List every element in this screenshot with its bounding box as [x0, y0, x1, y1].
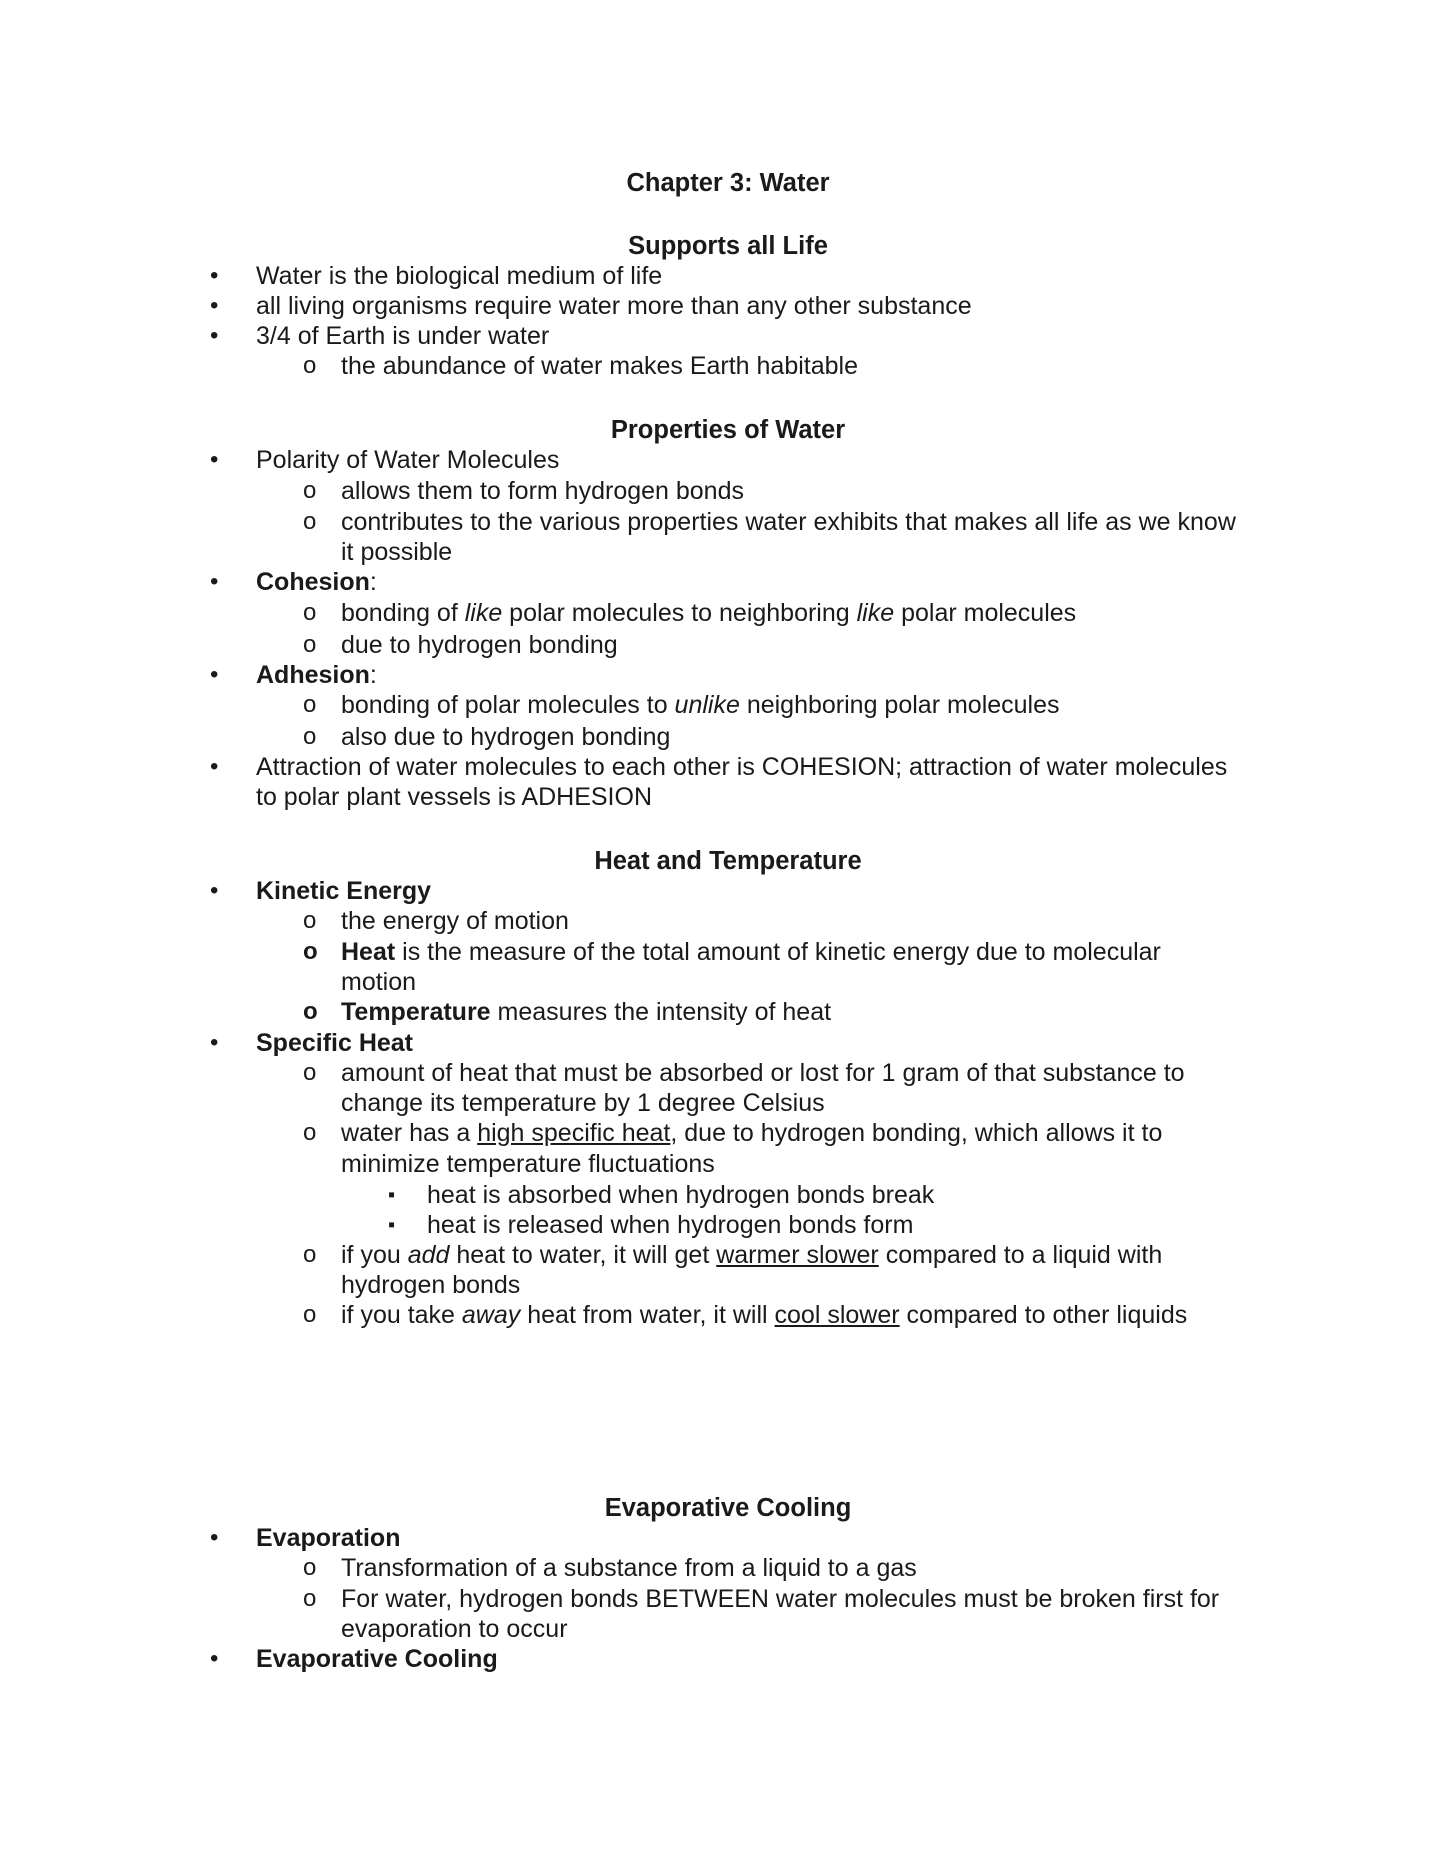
- text-run: heat to water, it will get: [449, 1241, 717, 1269]
- term-specific-heat: Specific Heat: [256, 1029, 414, 1057]
- list-item-text: change its temperature by 1 degree Celsius: [341, 1089, 825, 1117]
- list-item-text: Attraction of water molecules to each other is COHESION; attraction of water molecules: [256, 753, 1228, 781]
- italic-run: away: [461, 1301, 521, 1329]
- list-item-text: [256, 567, 377, 597]
- section-heading-supports: Supports all Life: [628, 232, 828, 260]
- underlined-run: cool slower: [774, 1301, 900, 1329]
- sub-bullet-marker: o: [303, 1059, 317, 1086]
- text-run: is the measure of the total amount of kinetic energy due to molecular: [395, 938, 1161, 966]
- sub-bullet-marker: o: [303, 1585, 317, 1612]
- sub-bullet-marker: o: [303, 477, 317, 504]
- bullet-marker: •: [210, 877, 219, 904]
- list-item-text: [341, 598, 1076, 628]
- underlined-run: warmer slower: [716, 1241, 879, 1269]
- text-run: bonding of: [341, 599, 465, 627]
- underlined-run: high specific heat: [477, 1119, 671, 1147]
- square-bullet-marker: ▪: [388, 1214, 396, 1236]
- sub-bullet-marker: o: [303, 352, 317, 379]
- sub-bullet-marker: o: [303, 631, 317, 658]
- term-heat: Heat: [341, 938, 396, 966]
- text-run: compared to a liquid with: [878, 1241, 1163, 1269]
- list-item-text: [341, 1118, 1162, 1148]
- section-heading-heat: Heat and Temperature: [594, 847, 862, 875]
- italic-run: unlike: [674, 691, 740, 719]
- italic-run: like: [856, 599, 895, 627]
- list-item-text: [341, 1240, 1162, 1270]
- section-heading-evaporative: Evaporative Cooling: [604, 1494, 852, 1522]
- text-run: water has a: [341, 1119, 478, 1147]
- colon: :: [369, 568, 377, 596]
- text-run: if you take: [341, 1301, 462, 1329]
- sub-bullet-marker: o: [303, 508, 317, 535]
- square-bullet-marker: ▪: [388, 1184, 396, 1206]
- sub-bullet-marker: o: [303, 938, 318, 965]
- text-run: if you: [341, 1241, 408, 1269]
- list-item-text: [341, 690, 1060, 720]
- bullet-marker: •: [210, 1029, 219, 1056]
- bullet-marker: •: [210, 446, 219, 473]
- bullet-marker: •: [210, 322, 219, 349]
- list-item-text: heat is absorbed when hydrogen bonds break: [427, 1181, 935, 1209]
- text-run: bonding of polar molecules to: [341, 691, 675, 719]
- list-item-text: For water, hydrogen bonds BETWEEN water molecules must be broken first for: [341, 1585, 1220, 1613]
- page-title: Chapter 3: Water: [626, 169, 830, 197]
- bullet-marker: •: [210, 1524, 219, 1551]
- term-cohesion: Cohesion: [256, 568, 370, 596]
- list-item-text: [256, 660, 377, 690]
- text-run: heat from water, it will: [520, 1301, 775, 1329]
- list-item-text: hydrogen bonds: [341, 1271, 521, 1299]
- list-item-text: to polar plant vessels is ADHESION: [256, 783, 652, 811]
- sub-bullet-marker: o: [303, 1119, 317, 1146]
- sub-bullet-marker: o: [303, 1554, 317, 1581]
- list-item-text: 3/4 of Earth is under water: [256, 322, 550, 350]
- text-run: polar molecules to neighboring: [502, 599, 857, 627]
- text-run: polar molecules: [894, 599, 1077, 627]
- list-item-text: Water is the biological medium of life: [256, 262, 663, 290]
- term-evaporative-cooling: Evaporative Cooling: [256, 1645, 498, 1673]
- text-run: neighboring polar molecules: [739, 691, 1060, 719]
- list-item-text: due to hydrogen bonding: [341, 631, 618, 659]
- list-item-text: heat is released when hydrogen bonds form: [427, 1211, 914, 1239]
- list-item-text: [341, 937, 1161, 967]
- list-item-text: Polarity of Water Molecules: [256, 446, 560, 474]
- list-item-text: contributes to the various properties water exhibits that makes all life as we know: [341, 508, 1236, 536]
- list-item-text: allows them to form hydrogen bonds: [341, 477, 744, 505]
- text-run: measures the intensity of heat: [490, 998, 832, 1026]
- term-evaporation: Evaporation: [256, 1524, 401, 1552]
- sub-bullet-marker: o: [303, 1301, 317, 1328]
- sub-bullet-marker: o: [303, 907, 317, 934]
- bullet-marker: •: [210, 1645, 219, 1672]
- list-item-text: [341, 997, 831, 1027]
- bullet-marker: •: [210, 292, 219, 319]
- text-run: , due to hydrogen bonding, which allows it to: [670, 1119, 1163, 1147]
- sub-bullet-marker: o: [303, 998, 318, 1025]
- sub-bullet-marker: o: [303, 1241, 317, 1268]
- list-item-text: the abundance of water makes Earth habitable: [341, 352, 859, 380]
- list-item-text: it possible: [341, 538, 453, 566]
- list-item-text: minimize temperature fluctuations: [341, 1150, 715, 1178]
- list-item-text: motion: [341, 968, 417, 996]
- list-item-text: also due to hydrogen bonding: [341, 723, 671, 751]
- italic-run: add: [407, 1241, 450, 1269]
- section-heading-properties: Properties of Water: [610, 416, 846, 444]
- term-adhesion: Adhesion: [256, 661, 370, 689]
- list-item-text: the energy of motion: [341, 907, 569, 935]
- italic-run: like: [464, 599, 503, 627]
- sub-bullet-marker: o: [303, 691, 317, 718]
- bullet-marker: •: [210, 262, 219, 289]
- bullet-marker: •: [210, 753, 219, 780]
- colon: :: [369, 661, 377, 689]
- term-kinetic-energy: Kinetic Energy: [256, 877, 432, 905]
- bullet-marker: •: [210, 568, 219, 595]
- list-item-text: [341, 1300, 1187, 1330]
- term-temperature: Temperature: [341, 998, 491, 1026]
- sub-bullet-marker: o: [303, 599, 317, 626]
- text-run: compared to other liquids: [899, 1301, 1188, 1329]
- bullet-marker: •: [210, 661, 219, 688]
- sub-bullet-marker: o: [303, 723, 317, 750]
- list-item-text: all living organisms require water more than any other substance: [256, 292, 972, 320]
- list-item-text: evaporation to occur: [341, 1615, 568, 1643]
- list-item-text: amount of heat that must be absorbed or lost for 1 gram of that substance to: [341, 1059, 1185, 1087]
- list-item-text: Transformation of a substance from a liquid to a gas: [341, 1554, 917, 1582]
